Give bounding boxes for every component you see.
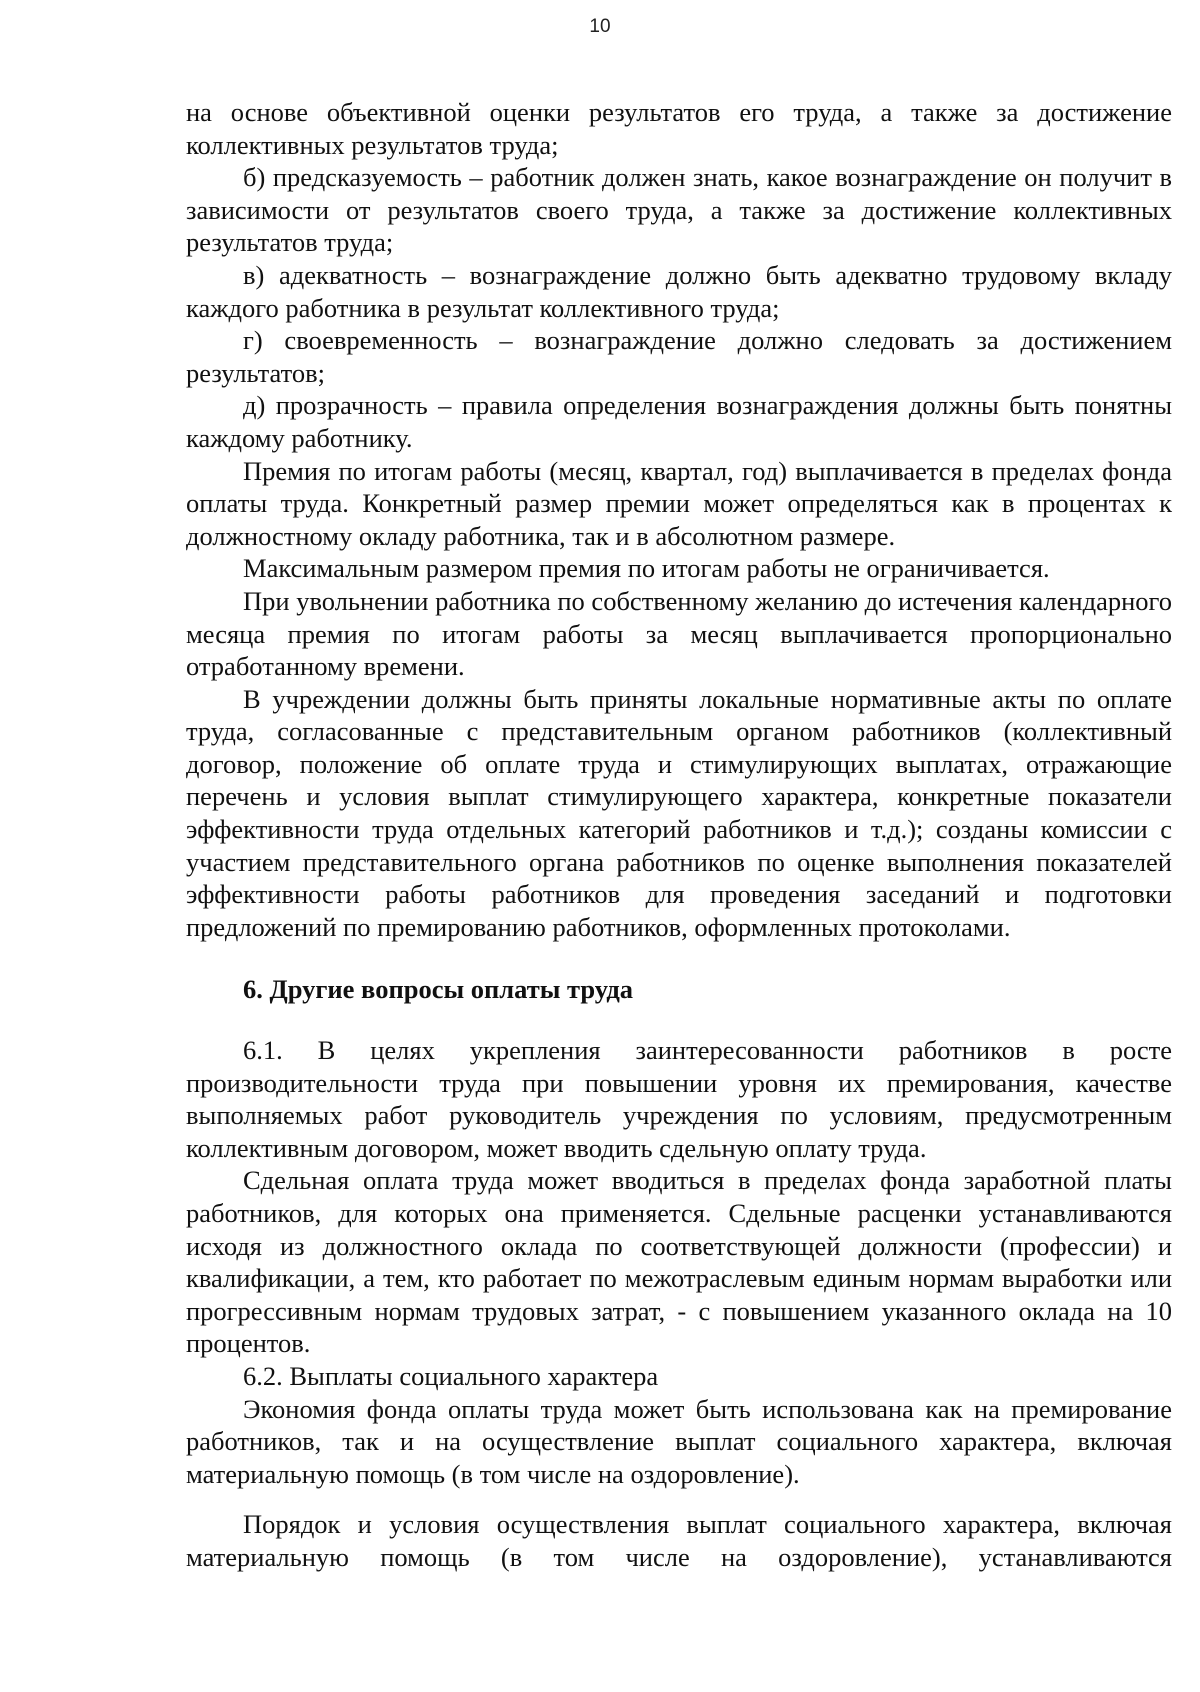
- paragraph: д) прозрачность – правила определения вознаграждения должны быть понятны каждому работнику.: [186, 390, 1172, 453]
- paragraph: Экономия фонда оплаты труда может быть использована как на премирование работников, так и на осуществление выплат социального характера, включая материальную помощь (в том числе на оздоровление).: [186, 1393, 1172, 1489]
- paragraph: Порядок и условия осуществления выплат социального характера, включая материальную помощь (в том числе на оздоровление), устанавливаются: [186, 1509, 1172, 1572]
- paragraph: В учреждении должны быть приняты локальные нормативные акты по оплате труда, согласованные с представительным органом работников (коллективный договор, положение об оплате труда и стимулирующих выплатах, отражающие перечень и условия выплат стимулирующего характера, конкретные показатели эффективности труда отдельных категорий работников и т.д.); созданы комиссии с участием представительного органа работников по оценке выполнения показателей эффективности работы работников для проведения заседаний и подготовки предложений по премированию работников, оформленных протоколами.: [186, 683, 1172, 942]
- document-body: [186, 96, 1172, 1574]
- section-heading: 6. Другие вопросы оплаты труда: [243, 974, 634, 1005]
- paragraph: При увольнении работника по собственному желанию до истечения календарного месяца премия по итогам работы за месяц выплачивается пропорционально отработанному времени.: [186, 585, 1172, 682]
- paragraph: на основе объективной оценки результатов его труда, а также за достижение коллективных результатов труда;: [186, 97, 1172, 160]
- subsection-heading: 6.2. Выплаты социального характера: [243, 1360, 659, 1391]
- paragraph: Премия по итогам работы (месяц, квартал, год) выплачивается в пределах фонда оплаты труда. Конкретный размер премии может определяться как в процентах к должностному окладу работника, так и в абсолютном размере.: [186, 455, 1172, 551]
- page-number: 10: [589, 16, 611, 37]
- paragraph: 6.1. В целях укрепления заинтересованности работников в росте производительности труда при повышении уровня их премирования, качестве выполняемых работ руководитель учреждения по условиям, предусмотренным коллективным договором, может вводить сдельную оплату труда.: [186, 1035, 1172, 1163]
- paragraph: Максимальным размером премия по итогам работы не ограничивается.: [243, 553, 1050, 584]
- paragraph-gap: [186, 1490, 1172, 1508]
- paragraph: в) адекватность – вознаграждение должно быть адекватно трудовому вкладу каждого работника в результат коллективного труда;: [186, 259, 1172, 323]
- paragraph: г) своевременность – вознаграждение должно следовать за достижением результатов;: [186, 325, 1172, 388]
- paragraph: Сдельная оплата труда может вводиться в пределах фонда заработной платы работников, для которых она применяется. Сдельные расценки устанавливаются исходя из должностного оклада по соответствующей должности (профессии) и квалификации, а тем, кто работает по межотраслевым единым нормам выработки или прогрессивным нормам трудовых затрат, - с повышением указанного оклада на 10 процентов.: [186, 1165, 1172, 1359]
- paragraph: б) предсказуемость – работник должен знать, какое вознаграждение он получит в зависимости от результатов своего труда, а также за достижение коллективных результатов труда;: [186, 162, 1172, 258]
